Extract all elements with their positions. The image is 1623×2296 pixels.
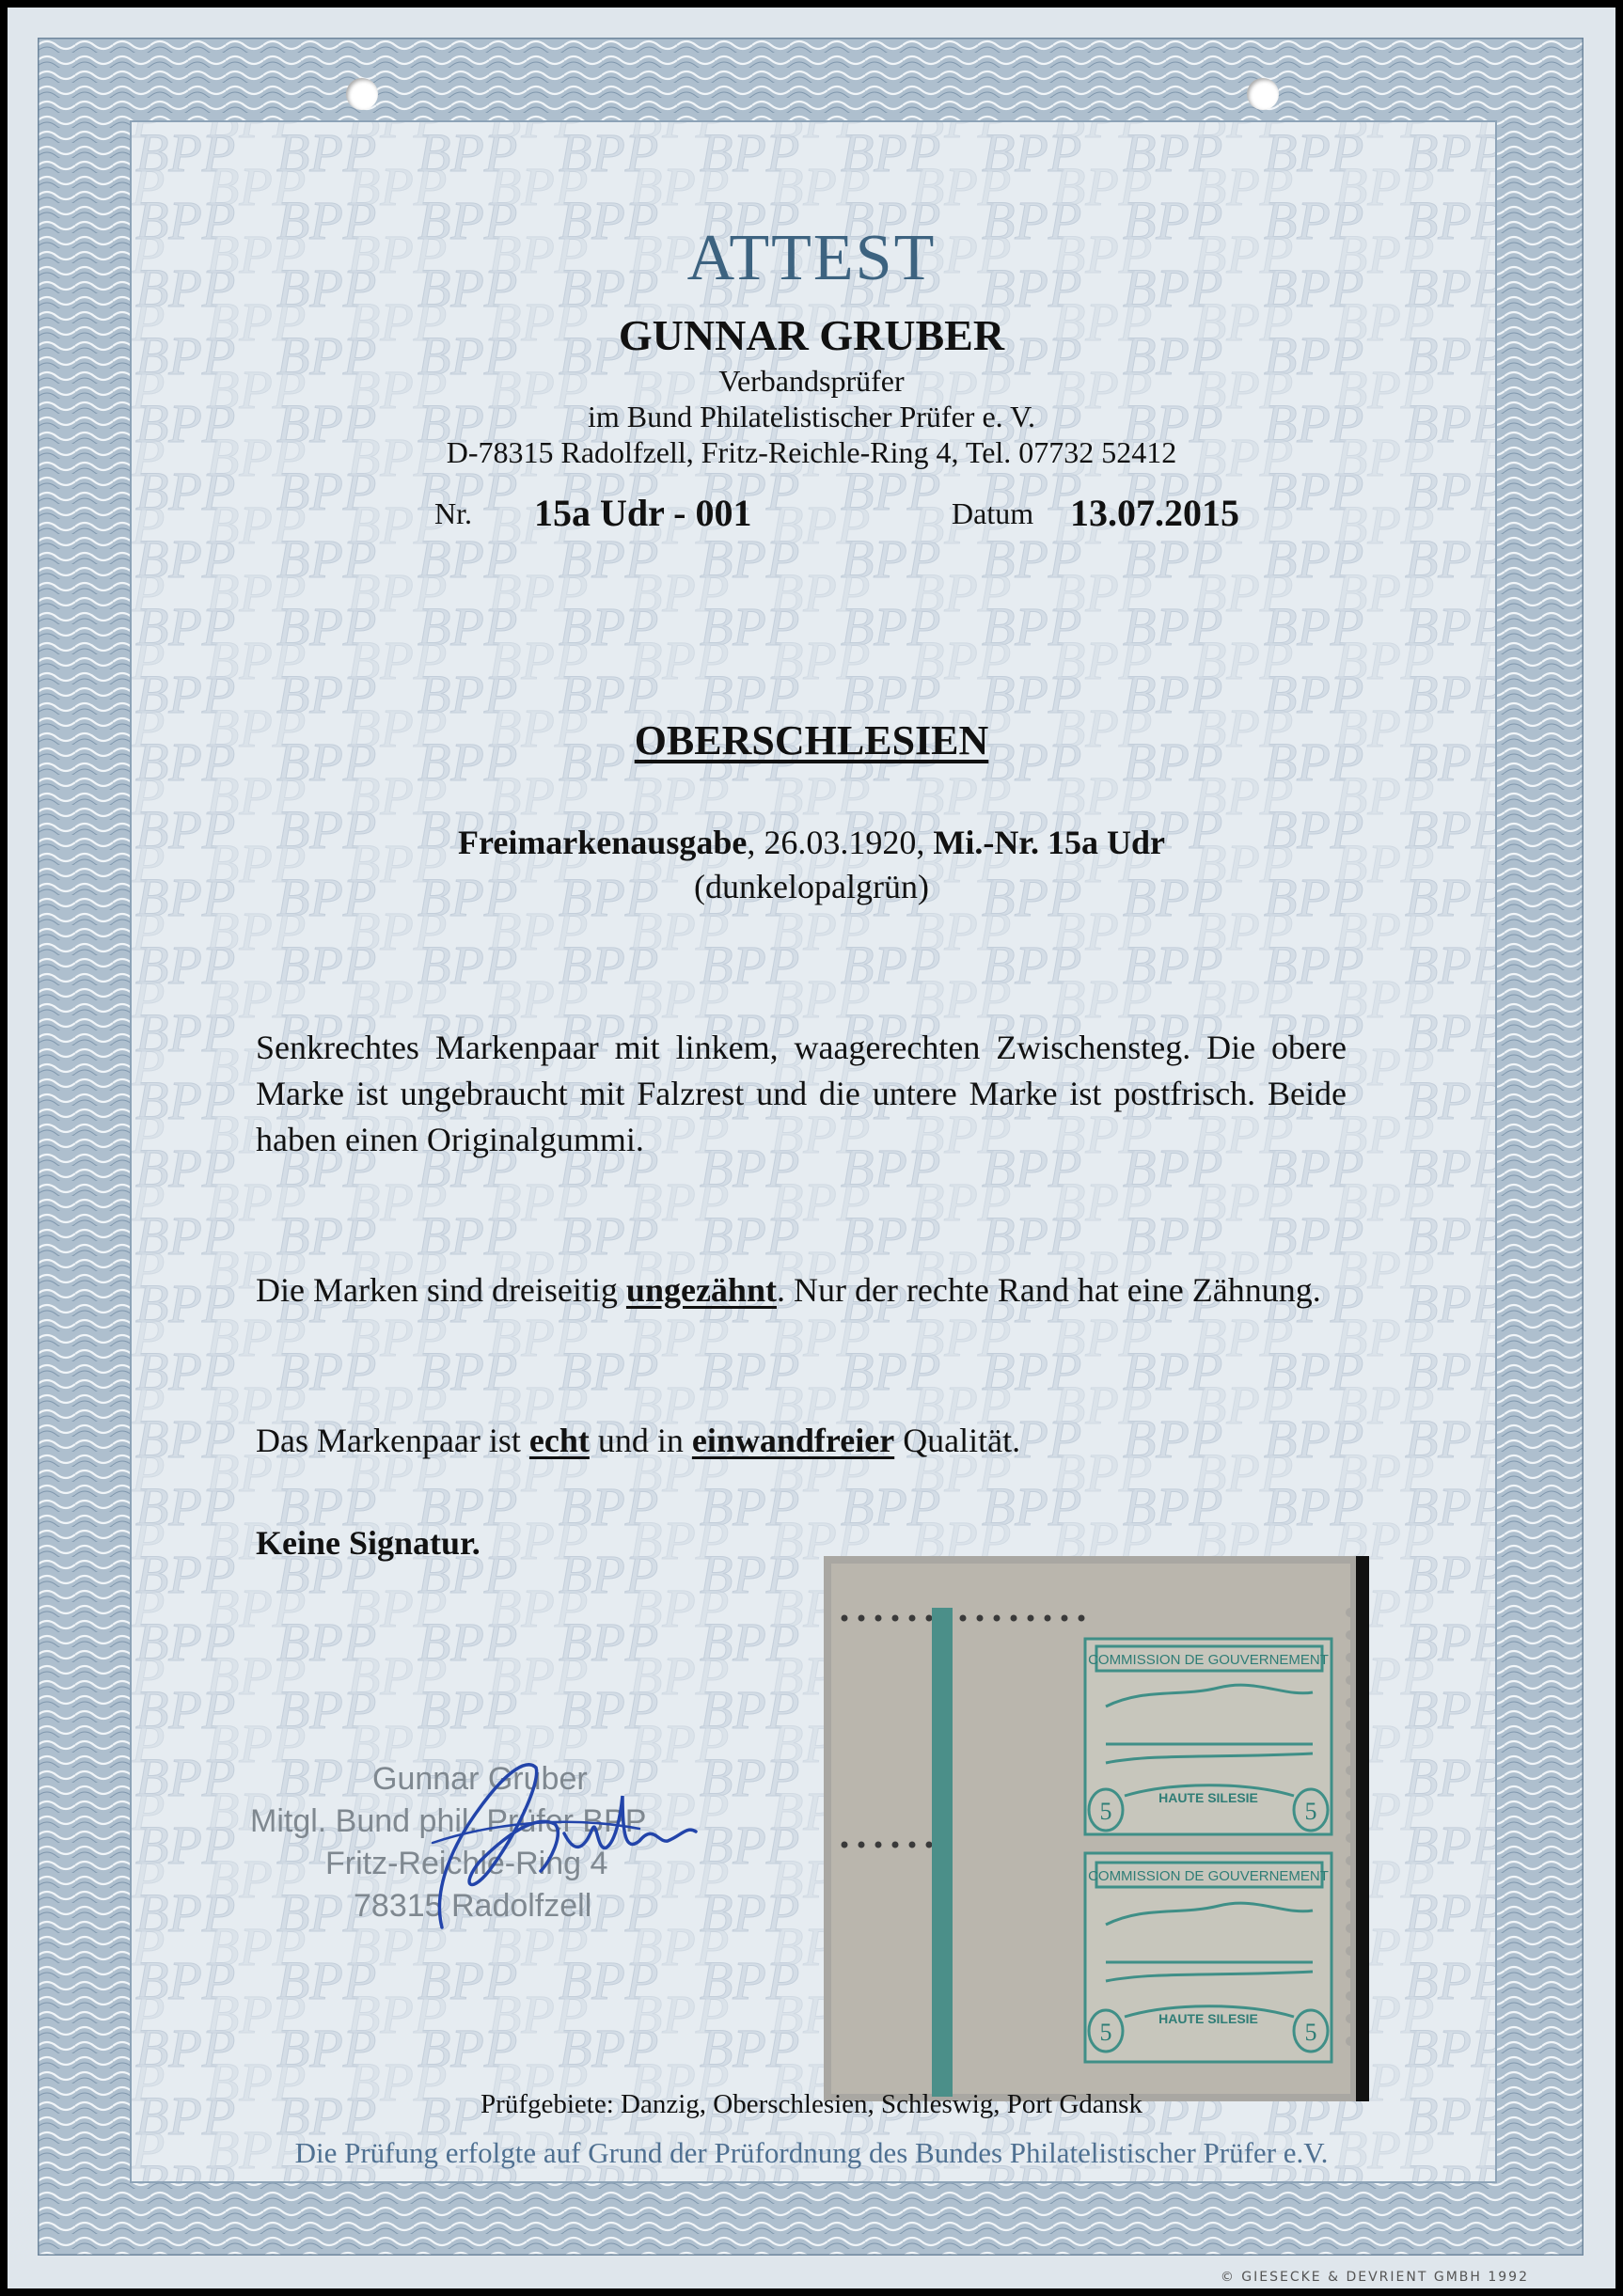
svg-text:5: 5 — [1099, 2019, 1112, 2046]
punch-hole-right — [1247, 78, 1279, 110]
quality-paragraph: Das Markenpaar ist echt und in einwandfreier Qualität. — [256, 1422, 1021, 1459]
perforation-paragraph: Die Marken sind dreiseitig ungezähnt. Nur der rechte Rand hat eine Zähnung. — [256, 1271, 1321, 1309]
catalogue-number: Mi.-Nr. 15a Udr — [933, 824, 1165, 861]
examiner-name: GUNNAR GRUBER — [618, 311, 1005, 359]
date-label: Datum — [952, 496, 1034, 530]
date-value: 13.07.2015 — [1070, 492, 1239, 534]
address: D-78315 Radolfzell, Fritz-Reichle-Ring 4, Tel. 07732 52412 — [446, 435, 1177, 469]
stamp-pair-image — [824, 1556, 1369, 2101]
svg-text:HAUTE SILESIE: HAUTE SILESIE — [1158, 2011, 1258, 2026]
footer-statement: Die Prüfung erfolgte auf Grund der Prüfordnung des Bundes Philatelistischer Prüfer e.V. — [294, 2136, 1329, 2169]
svg-text:HAUTE SILESIE: HAUTE SILESIE — [1158, 1790, 1258, 1805]
nr-value: 15a Udr - 001 — [534, 492, 752, 534]
handwritten-signature — [376, 1730, 715, 1946]
color-note: (dunkelopalgrün) — [694, 868, 929, 905]
stamp-lower — [1085, 1853, 1331, 2062]
description-paragraph: Senkrechtes Markenpaar mit linkem, waagerechten Zwischensteg. Die obere Marke ist ungebraucht mit Falzrest und die untere Marke ist postfrisch. Beide haben einen Originalgummi. — [256, 1029, 1347, 1158]
svg-text:COMMISSION DE GOUVERNEMENT: COMMISSION DE GOUVERNEMENT — [1088, 1652, 1329, 1668]
keyword-einwandfreier: einwandfreier — [691, 1422, 895, 1459]
issue-date: , 26.03.1920, — [747, 824, 934, 861]
nr-label: Nr. — [434, 496, 472, 530]
keyword-ungezaehnt: ungezähnt — [625, 1271, 777, 1309]
svg-text:5: 5 — [1304, 2019, 1317, 2046]
no-signature-note: Keine Signatur. — [256, 1524, 481, 1562]
punch-hole-left — [346, 78, 378, 110]
association: im Bund Philatelistischer Prüfer e. V. — [587, 400, 1036, 433]
printer-credit: © GIESECKE & DEVRIENT GMBH 1992 — [1220, 2270, 1529, 2285]
document-title: ATTEST — [686, 222, 937, 294]
svg-text:5: 5 — [1099, 1798, 1112, 1825]
examiner-title: Verbandsprüfer — [718, 364, 905, 398]
svg-text:5: 5 — [1304, 1798, 1317, 1825]
svg-text:COMMISSION DE GOUVERNEMENT: COMMISSION DE GOUVERNEMENT — [1088, 1868, 1329, 1884]
examiner-rubber-stamp: Gunnar Gruber Mitgl. Bund phil. Prüfer BPP Fritz-Reichle-Ring 4 78315 Radolfzell — [250, 1761, 647, 1924]
region-heading: OBERSCHLESIEN — [634, 717, 989, 763]
examination-areas: Prüfgebiete: Danzig, Oberschlesien, Schleswig, Port Gdansk — [481, 2089, 1142, 2119]
stamp-pair-illustration — [824, 1556, 1369, 2101]
issue-name: Freimarkenausgabe — [458, 824, 748, 861]
keyword-echt: echt — [528, 1422, 590, 1459]
issue-line — [0, 823, 1623, 862]
